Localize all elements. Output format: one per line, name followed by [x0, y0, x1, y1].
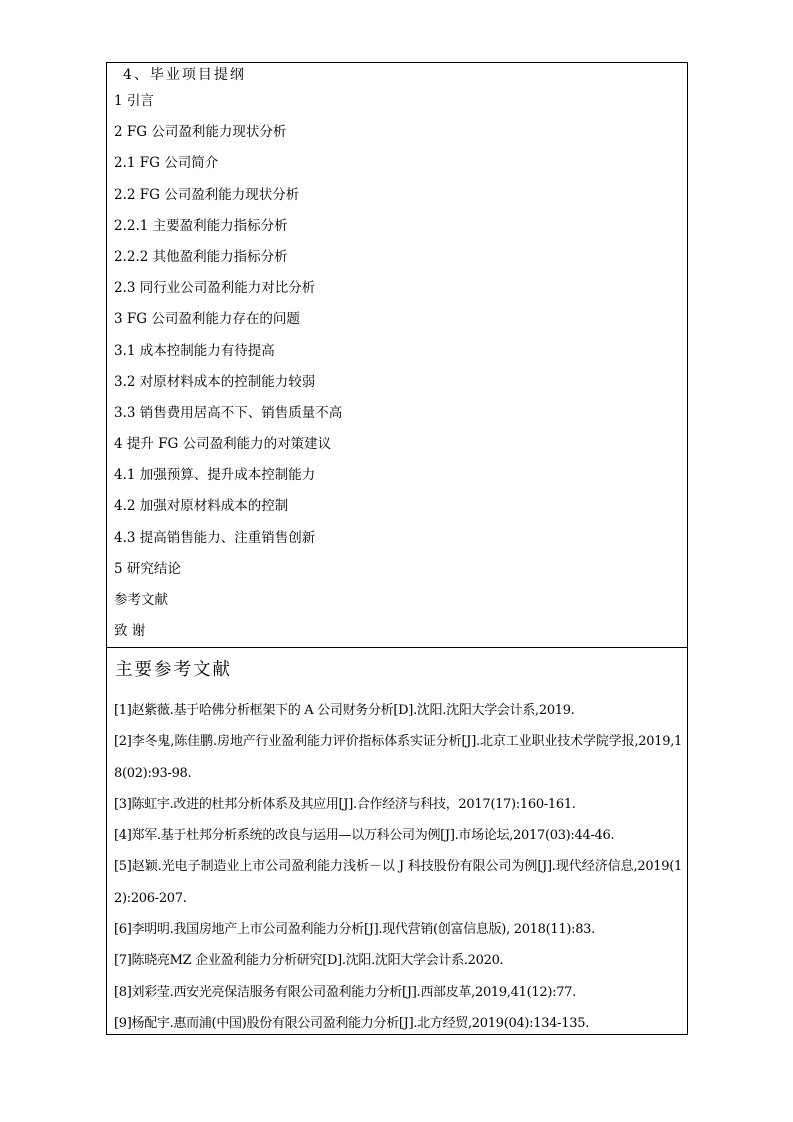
outline-item: 4.1 加强预算、提升成本控制能力	[114, 467, 316, 484]
reference-item: [8]刘彩莹.西安光亮保洁服务有限公司盈利能力分析[J].西部皮革,2019,41(12):77.	[114, 984, 576, 1000]
outline-item: 1 引言	[114, 93, 154, 109]
reference-item: [9]杨配宇.惠而浦(中国)股份有限公司盈利能力分析[J].北方经贸,2019(04):134-135.	[114, 1015, 590, 1031]
references-section	[107, 648, 687, 1034]
reference-item: [5]赵颖.光电子制造业上市公司盈利能力浅析－以 J 科技股份有限公司为例[J].现代经济信息,2019(12):206-207.	[114, 859, 682, 906]
outline-title: 4、毕业项目提纲	[123, 67, 246, 83]
outline-item: 2.2.2 其他盈利能力指标分析	[114, 248, 288, 265]
outline-section	[107, 63, 687, 648]
outline-item: 4 提升 FG 公司盈利能力的对策建议	[114, 436, 332, 453]
outline-item: 3 FG 公司盈利能力存在的问题	[114, 311, 300, 328]
outline-item: 2 FG 公司盈利能力现状分析	[114, 124, 287, 141]
form-table	[106, 62, 688, 1035]
outline-item: 3.1 成本控制能力有待提高	[114, 342, 275, 359]
outline-item: 致 谢	[114, 623, 146, 640]
outline-item: 4.3 提高销售能力、注重销售创新	[114, 529, 316, 546]
outline-item: 2.2 FG 公司盈利能力现状分析	[114, 186, 300, 203]
outline-list	[114, 91, 342, 652]
outline-item: 3.2 对原材料成本的控制能力较弱	[114, 373, 316, 390]
outline-item: 4.2 加强对原材料成本的控制	[114, 498, 289, 515]
outline-item: 2.1 FG 公司简介	[114, 155, 219, 172]
reference-item: [1]赵紫薇.基于哈佛分析框架下的 A 公司财务分析[D].沈阳.沈阳大学会计系,2019.	[114, 703, 575, 718]
references-list	[114, 695, 682, 1039]
outline-item: 3.3 销售费用居高不下、销售质量不高	[114, 404, 343, 421]
reference-item: [3]陈虹宇.改进的杜邦分析体系及其应用[J].合作经济与科技，2017(17):160-161.	[114, 796, 576, 812]
outline-item: 2.3 同行业公司盈利能力对比分析	[114, 280, 316, 297]
outline-item: 2.2.1 主要盈利能力指标分析	[114, 217, 288, 234]
outline-item: 5 研究结论	[114, 560, 181, 577]
reference-item: [6]李明明.我国房地产上市公司盈利能力分析[J].现代营销(创富信息版), 2018(11):83.	[114, 922, 595, 938]
reference-item: [2]李冬鬼,陈佳鹏.房地产行业盈利能力评价指标体系实证分析[J].北京工业职业技术学院学报,2019,18(02):93-98.	[114, 734, 682, 781]
reference-item: [7]陈晓亮MZ 企业盈利能力分析研究[D].沈阳.沈阳大学会计系.2020.	[114, 953, 504, 969]
outline-item: 参考文献	[114, 592, 168, 608]
references-title: 主要参考文献	[115, 660, 232, 680]
reference-item: [4]郑军.基于杜邦分析系统的改良与运用—以万科公司为例[J].市场论坛,2017(03):44-46.	[114, 828, 615, 844]
